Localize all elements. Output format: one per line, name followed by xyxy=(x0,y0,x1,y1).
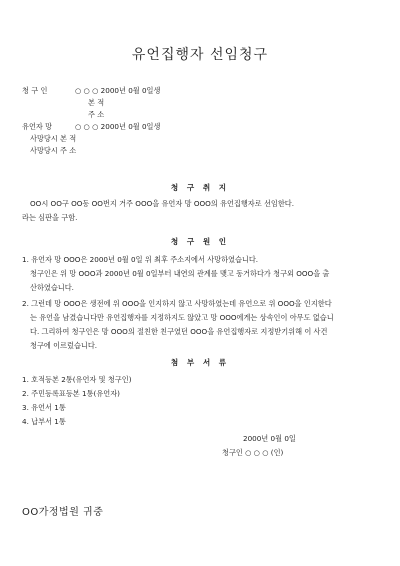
cause-line: 다. 그리하여 청구인은 망 OOO의 절친한 친구였던 OOO을 유언집행자로 지정받기위해 이 사건 xyxy=(30,327,328,336)
purpose-line: 라는 심판을 구함. xyxy=(22,213,78,222)
claimant-domicile-label: 본 적 xyxy=(88,98,105,107)
deceased-address-label: 사망당시 주 소 xyxy=(30,146,77,155)
cause-heading: 청 구 원 인 xyxy=(170,237,230,246)
attachments-list xyxy=(22,373,322,429)
attachment-item: 2. 주민등록표등본 1통(유언자) xyxy=(22,389,120,398)
claimant-label: 청 구 인 xyxy=(22,86,48,95)
signature-date: 2000년 0월 0일 xyxy=(243,434,296,443)
claimant-value: ○ ○ ○ 2000년 0월 0일생 xyxy=(75,86,161,95)
cause-item-2 xyxy=(22,297,382,353)
cause-line: 1. 유언자 망 OOO은 2000년 0월 0일 위 최후 주소지에서 사망하였습니다. xyxy=(22,255,259,264)
deceased-value: ○ ○ ○ 2000년 0월 0일생 xyxy=(75,122,161,131)
cause-item-1 xyxy=(22,253,382,295)
cause-line: 청구에 이르렀습니다. xyxy=(30,341,98,350)
deceased-domicile-label: 사망당시 본 적 xyxy=(30,134,77,143)
claimant-address-label: 주 소 xyxy=(88,110,105,119)
attachment-item: 1. 호적등본 2통(유언자 및 청구인) xyxy=(22,375,132,384)
page-title: 유언집행자 선임청구 xyxy=(131,47,269,63)
attachment-item: 3. 유언서 1통 xyxy=(22,403,66,412)
cause-line: 청구인은 위 망 OOO과 2000년 0월 0일부터 내연의 관계를 맺고 동거하다가 청구외 OOO을 출 xyxy=(30,269,330,278)
purpose-line: OO시 OO구 OO동 OO번지 거주 OOO을 유언자 망 OOO의 유언집행자로 선임한다. xyxy=(30,199,295,208)
attachment-item: 4. 납부서 1통 xyxy=(22,417,66,426)
cause-line: 2. 그런데 망 OOO은 생전에 위 OOO을 인지하지 않고 사망하였는데 유언으로 위 OOO을 인지한다 xyxy=(22,299,332,308)
deceased-label: 유언자 망 xyxy=(22,122,53,131)
attachments-heading: 첨 부 서 류 xyxy=(170,358,230,367)
cause-line: 는 유언을 남겼습니다만 유언집행자를 지정하지도 않았고 망 OOO에게는 상속인이 아무도 없습니 xyxy=(30,313,334,322)
cause-line: 산하였습니다. xyxy=(30,283,74,292)
purpose-body xyxy=(22,197,382,225)
purpose-heading: 청 구 취 지 xyxy=(170,183,230,192)
signature-signer: 청구인 ○ ○ ○ (인) xyxy=(222,448,284,457)
court-addressee: OO가정법원 귀중 xyxy=(22,507,104,518)
